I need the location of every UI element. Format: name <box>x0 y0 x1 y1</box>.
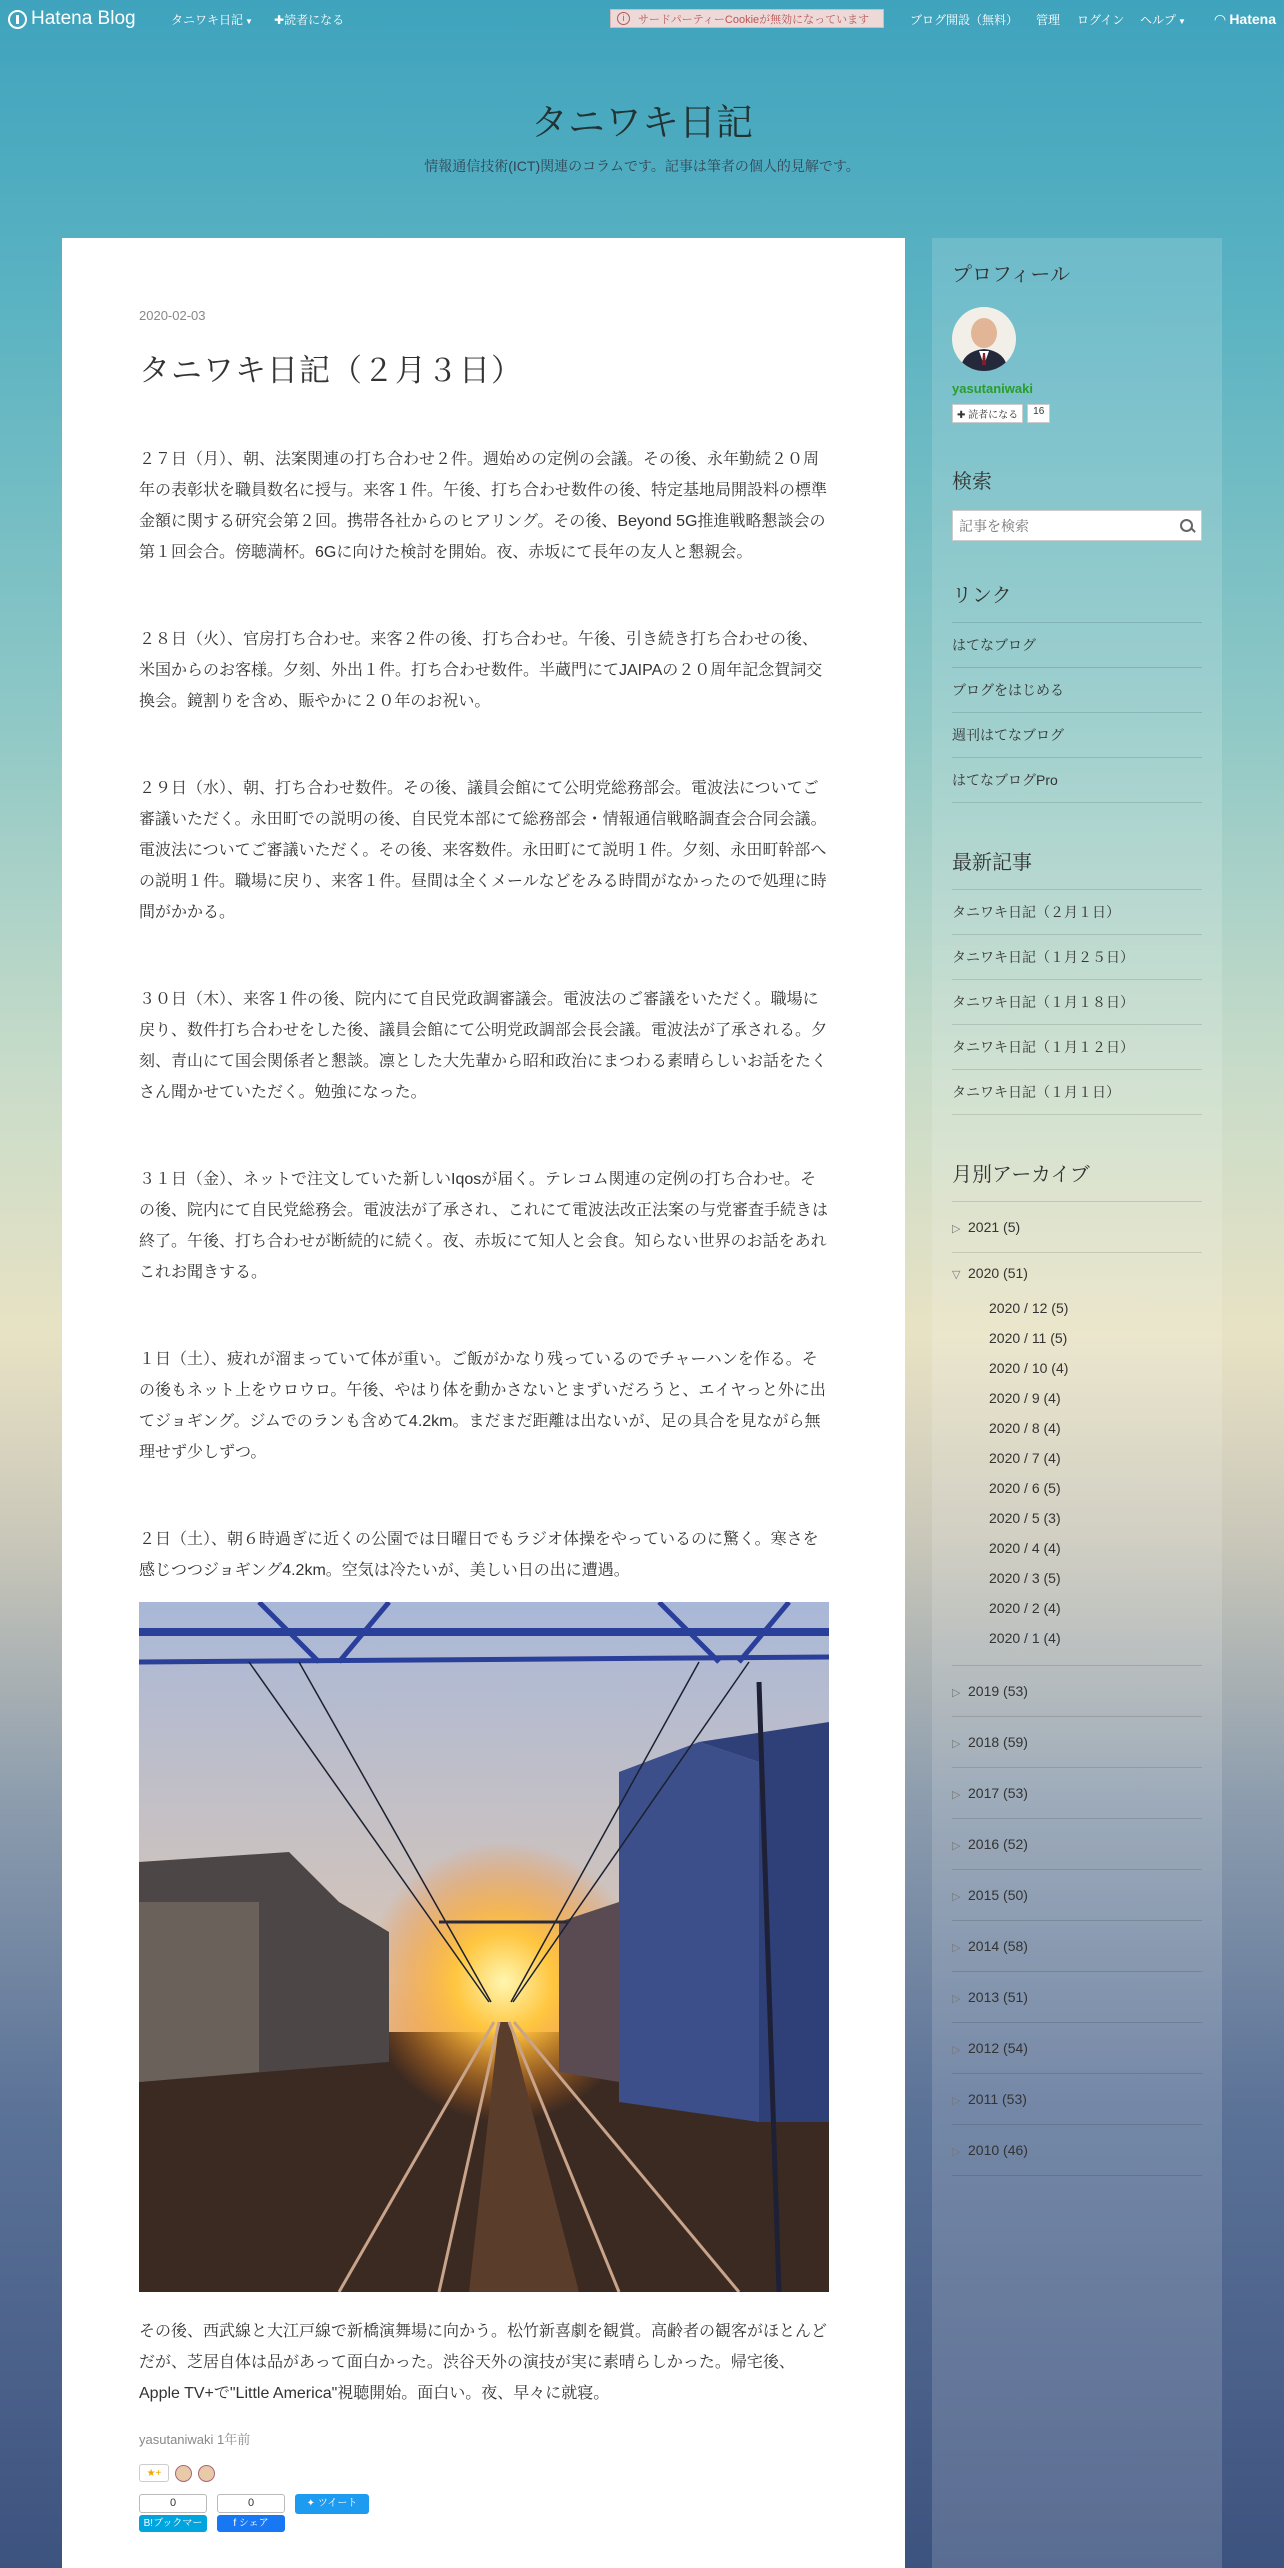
hatena-link[interactable] <box>1215 11 1276 28</box>
chevron-right-icon: ▷ <box>952 1738 961 1750</box>
archive-month[interactable]: 2020 / 1 (4) <box>989 1630 1061 1646</box>
article <box>139 308 829 2546</box>
hatena-logo-icon <box>8 10 27 29</box>
archive-year[interactable] <box>952 1972 1202 2023</box>
bookmark-count: 0 <box>139 2494 207 2513</box>
archive-year-label: 2016 (52) <box>968 1836 1028 1852</box>
search-module <box>952 465 1202 541</box>
info-icon: i <box>617 12 630 25</box>
archive-year-label: 2015 (50) <box>968 1887 1028 1903</box>
reader-count[interactable]: 16 <box>1027 404 1050 423</box>
archive-list <box>952 1201 1202 2176</box>
tweet-button[interactable] <box>295 2494 369 2514</box>
link-item[interactable]: 週刊はてなブログ <box>952 713 1202 758</box>
archive-year[interactable] <box>952 1202 1202 1253</box>
archive-month[interactable]: 2020 / 2 (4) <box>989 1600 1061 1616</box>
author-line[interactable]: yasutaniwaki 1年前 <box>139 2432 251 2447</box>
logo-text: Hatena Blog <box>31 8 136 29</box>
paragraph: ２７日（月）、朝、法案関連の打ち合わせ２件。週始めの定例の会議。その後、永年勤続２０周年の表彰状を職員数名に授与。来客１件。午後、打ち合わせ数件の後、特定基地局開設料の標準金額に関する研究会第２回。携帯各社からのヒアリング。その後、Beyond 5G推進戦略懇談会の第１回会合。傍聴満杯。6Gに向けた検討を開始。夜、赤坂にて長年の友人と懇親会。 <box>139 451 828 561</box>
paragraph: ３０日（木）、来客１件の後、院内にて自民党政調審議会。電波法のご審議をいただく。職場に戻り、数件打ち合わせをした後、議員会館にて公明党政調部会長会議。電波法が了承される。夕刻、青山にて国会関係者と懇談。凛とした大先輩から昭和政治にまつわる素晴らしいお話をたくさん聞かせていただく。勉強になった。 <box>139 991 828 1101</box>
chevron-right-icon: ▷ <box>952 1942 961 1954</box>
recent-entry[interactable]: タニワキ日記（１月１日） <box>952 1070 1202 1115</box>
archive-year[interactable] <box>952 2023 1202 2074</box>
chevron-down-icon: ▽ <box>952 1269 961 1281</box>
facebook-share[interactable] <box>217 2494 285 2532</box>
archive-year-label: 2012 (54) <box>968 2040 1028 2056</box>
archive-title: 月別アーカイブ <box>952 1164 1090 1186</box>
link-item[interactable]: はてなブログPro <box>952 758 1202 803</box>
search-title: 検索 <box>952 471 992 493</box>
archive-month[interactable]: 2020 / 9 (4) <box>989 1390 1061 1406</box>
blog-description: 情報通信技術(ICT)関連のコラムです。記事は筆者の個人的見解です。 <box>424 158 860 174</box>
chevron-right-icon: ▷ <box>952 1789 961 1801</box>
links-list <box>952 622 1202 803</box>
archive-module <box>952 1158 1202 2176</box>
sidebar <box>932 238 1222 2568</box>
links-title: リンク <box>952 585 1012 607</box>
archive-month[interactable]: 2020 / 8 (4) <box>989 1420 1061 1436</box>
archive-year[interactable] <box>952 1870 1202 1921</box>
hatena-bookmark-share[interactable] <box>139 2494 207 2546</box>
recent-entry[interactable]: タニワキ日記（２月１日） <box>952 890 1202 935</box>
entry-title[interactable]: タニワキ日記（２月３日） <box>139 353 523 388</box>
archive-month[interactable]: 2020 / 4 (4) <box>989 1540 1061 1556</box>
archive-month[interactable]: 2020 / 6 (5) <box>989 1480 1061 1496</box>
entry-date[interactable]: 2020-02-03 <box>139 308 206 323</box>
profile-user-name[interactable]: yasutaniwaki <box>952 381 1033 396</box>
tweet-label: ツイート <box>317 2498 358 2509</box>
cookie-notice-text: サードパーティーCookieが無効になっています <box>638 13 870 26</box>
facebook-count: 0 <box>217 2494 285 2513</box>
share-buttons <box>139 2494 829 2546</box>
facebook-share-button[interactable]: f シェア <box>217 2515 285 2532</box>
global-header <box>0 0 1284 38</box>
main-content <box>62 238 905 2568</box>
recent-entry[interactable]: タニワキ日記（１月１８日） <box>952 980 1202 1025</box>
links-module <box>952 579 1202 803</box>
profile-module <box>952 258 1202 423</box>
paragraph: ２８日（火）、官房打ち合わせ。来客２件の後、打ち合わせ。午後、引き続き打ち合わせの後、米国からのお客様。夕刻、外出１件。打ち合わせ数件。半蔵門にてJAIPAの２０周年記念賀詞交換会。鏡割りを含め、賑やかに２０年のお祝い。 <box>139 631 823 710</box>
archive-year[interactable] <box>952 1921 1202 1972</box>
caret-down-icon: ▼ <box>1178 17 1186 26</box>
archive-year-label: 2020 (51) <box>968 1265 1028 1281</box>
archive-month[interactable]: 2020 / 11 (5) <box>989 1330 1068 1346</box>
twitter-icon: ✦ <box>306 2498 318 2509</box>
recent-entry[interactable]: タニワキ日記（１月２５日） <box>952 935 1202 980</box>
archive-year-label: 2017 (53) <box>968 1785 1028 1801</box>
chevron-right-icon: ▷ <box>952 1840 961 1852</box>
blog-menu-label: タニワキ日記 <box>171 13 244 27</box>
admin-link[interactable]: 管理 <box>1036 13 1061 27</box>
archive-month[interactable]: 2020 / 7 (4) <box>989 1450 1061 1466</box>
entry-body <box>139 444 829 2409</box>
subscribe-button[interactable]: ✚ 読者になる <box>952 404 1023 423</box>
archive-year-label: 2021 (5) <box>968 1219 1021 1235</box>
login-link[interactable]: ログイン <box>1077 13 1125 27</box>
cookie-notice[interactable] <box>610 9 884 28</box>
paragraph: ２日（土）、朝６時過ぎに近くの公園では日曜日でもラジオ体操をやっているのに驚く。寒さを感じつつジョギング4.2km。空気は冷たいが、美しい日の出に遭遇。 <box>139 1531 819 1579</box>
hatena-label: Hatena <box>1229 11 1276 27</box>
paragraph: １日（土）、疲れが溜まっていて体が重い。ご飯がかなり残っているのでチャーハンを作る。その後もネット上をウロウロ。午後、やはり体を動かさないとまずいだろうと、エイヤっと外に出てジョギング。ジムでのランも含めて4.2km。まだまだ距離は出ないが、足の具合を見ながら無理せず少しずつ。 <box>139 1351 826 1461</box>
recent-list <box>952 889 1202 1115</box>
subscribe-button-label: 読者になる <box>968 410 1019 421</box>
chevron-right-icon: ▷ <box>952 1687 961 1699</box>
archive-month[interactable]: 2020 / 12 (5) <box>989 1300 1069 1316</box>
open-blog-link[interactable]: ブログ開設（無料） <box>910 13 1019 27</box>
chevron-right-icon: ▷ <box>952 2146 961 2158</box>
link-item[interactable]: ブログをはじめる <box>952 668 1202 713</box>
link-item[interactable]: はてなブログ <box>952 623 1202 668</box>
archive-year[interactable] <box>952 1666 1202 1717</box>
archive-year-open <box>952 1253 1202 1666</box>
archive-year[interactable] <box>952 1253 1202 1293</box>
archive-month[interactable]: 2020 / 10 (4) <box>989 1360 1069 1376</box>
archive-year-label: 2010 (46) <box>968 2142 1028 2158</box>
star-user-avatar-icon[interactable] <box>198 2465 215 2482</box>
caret-down-icon: ▼ <box>245 17 253 26</box>
plus-icon: ✚ <box>274 13 285 27</box>
paragraph: ３１日（金）、ネットで注文していた新しいIqosが届く。テレコム関連の定例の打ち合わせ。その後、院内にて自民党総務会。電波法が了承され、これにて電波法改正法案の与党審査手続きは終了。午後、打ち合わせが断続的に続く。夜、赤坂にて知人と会食。知らない世界のお話をあれこれお聞きする。 <box>139 1171 828 1281</box>
blog-menu[interactable] <box>171 11 253 28</box>
archive-year-label: 2011 (53) <box>968 2091 1027 2107</box>
sunrise-railway-photo[interactable] <box>139 1602 829 2292</box>
chevron-right-icon: ▷ <box>952 2044 961 2056</box>
reader-section <box>952 404 1202 423</box>
subscribe-label: 読者になる <box>284 13 345 27</box>
archive-year[interactable] <box>952 1768 1202 1819</box>
search-box <box>952 510 1202 541</box>
hatena-blog-logo[interactable] <box>8 8 136 30</box>
profile-title: プロフィール <box>952 264 1070 286</box>
recent-entry[interactable]: タニワキ日記（１月１２日） <box>952 1025 1202 1070</box>
archive-year[interactable] <box>952 1717 1202 1768</box>
archive-year-label: 2019 (53) <box>968 1683 1028 1699</box>
paragraph: ２９日（水）、朝、打ち合わせ数件。その後、議員会館にて公明党総務部会。電波法についてご審議いただく。永田町での説明の後、自民党本部にて総務部会・情報通信戦略調査会合同会議。電波法についてご審議いただく。その後、来客数件。永田町にて説明１件。夕刻、永田町幹部への説明１件。職場に戻り、来客１件。昼間は全くメールなどをみる時間がなかったので処理に時間がかかる。 <box>139 780 827 921</box>
help-menu[interactable] <box>1140 11 1186 28</box>
chevron-right-icon: ▷ <box>952 1891 961 1903</box>
archive-month[interactable]: 2020 / 3 (5) <box>989 1570 1061 1586</box>
archive-year[interactable] <box>952 2125 1202 2176</box>
archive-year-label: 2014 (58) <box>968 1938 1028 1954</box>
archive-year[interactable] <box>952 2074 1202 2125</box>
paragraph: その後、西武線と大江戸線で新橋演舞場に向かう。松竹新喜劇を観賞。高齢者の観客がほとんどだが、芝居自体は品があって面白かった。渋谷天外の演技が実に素晴らしかった。帰宅後、Apple TV+で"Little America"視聴開始。面白い。夜、早々に就寝。 <box>139 2323 828 2402</box>
archive-year[interactable] <box>952 1819 1202 1870</box>
help-label: ヘルプ <box>1140 13 1177 27</box>
search-input[interactable] <box>953 518 1171 534</box>
chevron-right-icon: ▷ <box>952 2095 961 2107</box>
archive-year-label: 2013 (51) <box>968 1989 1028 2005</box>
profile-avatar[interactable] <box>952 307 1016 371</box>
star-user-avatar-icon[interactable] <box>175 2465 192 2482</box>
add-star-button[interactable]: ★+ <box>139 2464 169 2482</box>
search-icon[interactable] <box>1171 511 1201 540</box>
archive-year-label: 2018 (59) <box>968 1734 1028 1750</box>
archive-month[interactable]: 2020 / 5 (3) <box>989 1510 1061 1526</box>
subscribe-link[interactable] <box>274 11 344 28</box>
chevron-right-icon: ▷ <box>952 1993 961 2005</box>
recent-title: 最新記事 <box>952 852 1032 874</box>
hatena-icon: ◠ <box>1214 11 1230 27</box>
bookmark-button[interactable]: B!ブックマーク <box>139 2515 207 2532</box>
recent-entries-module <box>952 846 1202 1115</box>
blog-title[interactable]: タニワキ日記 <box>531 102 753 143</box>
star-section <box>139 2464 829 2482</box>
chevron-right-icon: ▷ <box>952 1223 961 1235</box>
